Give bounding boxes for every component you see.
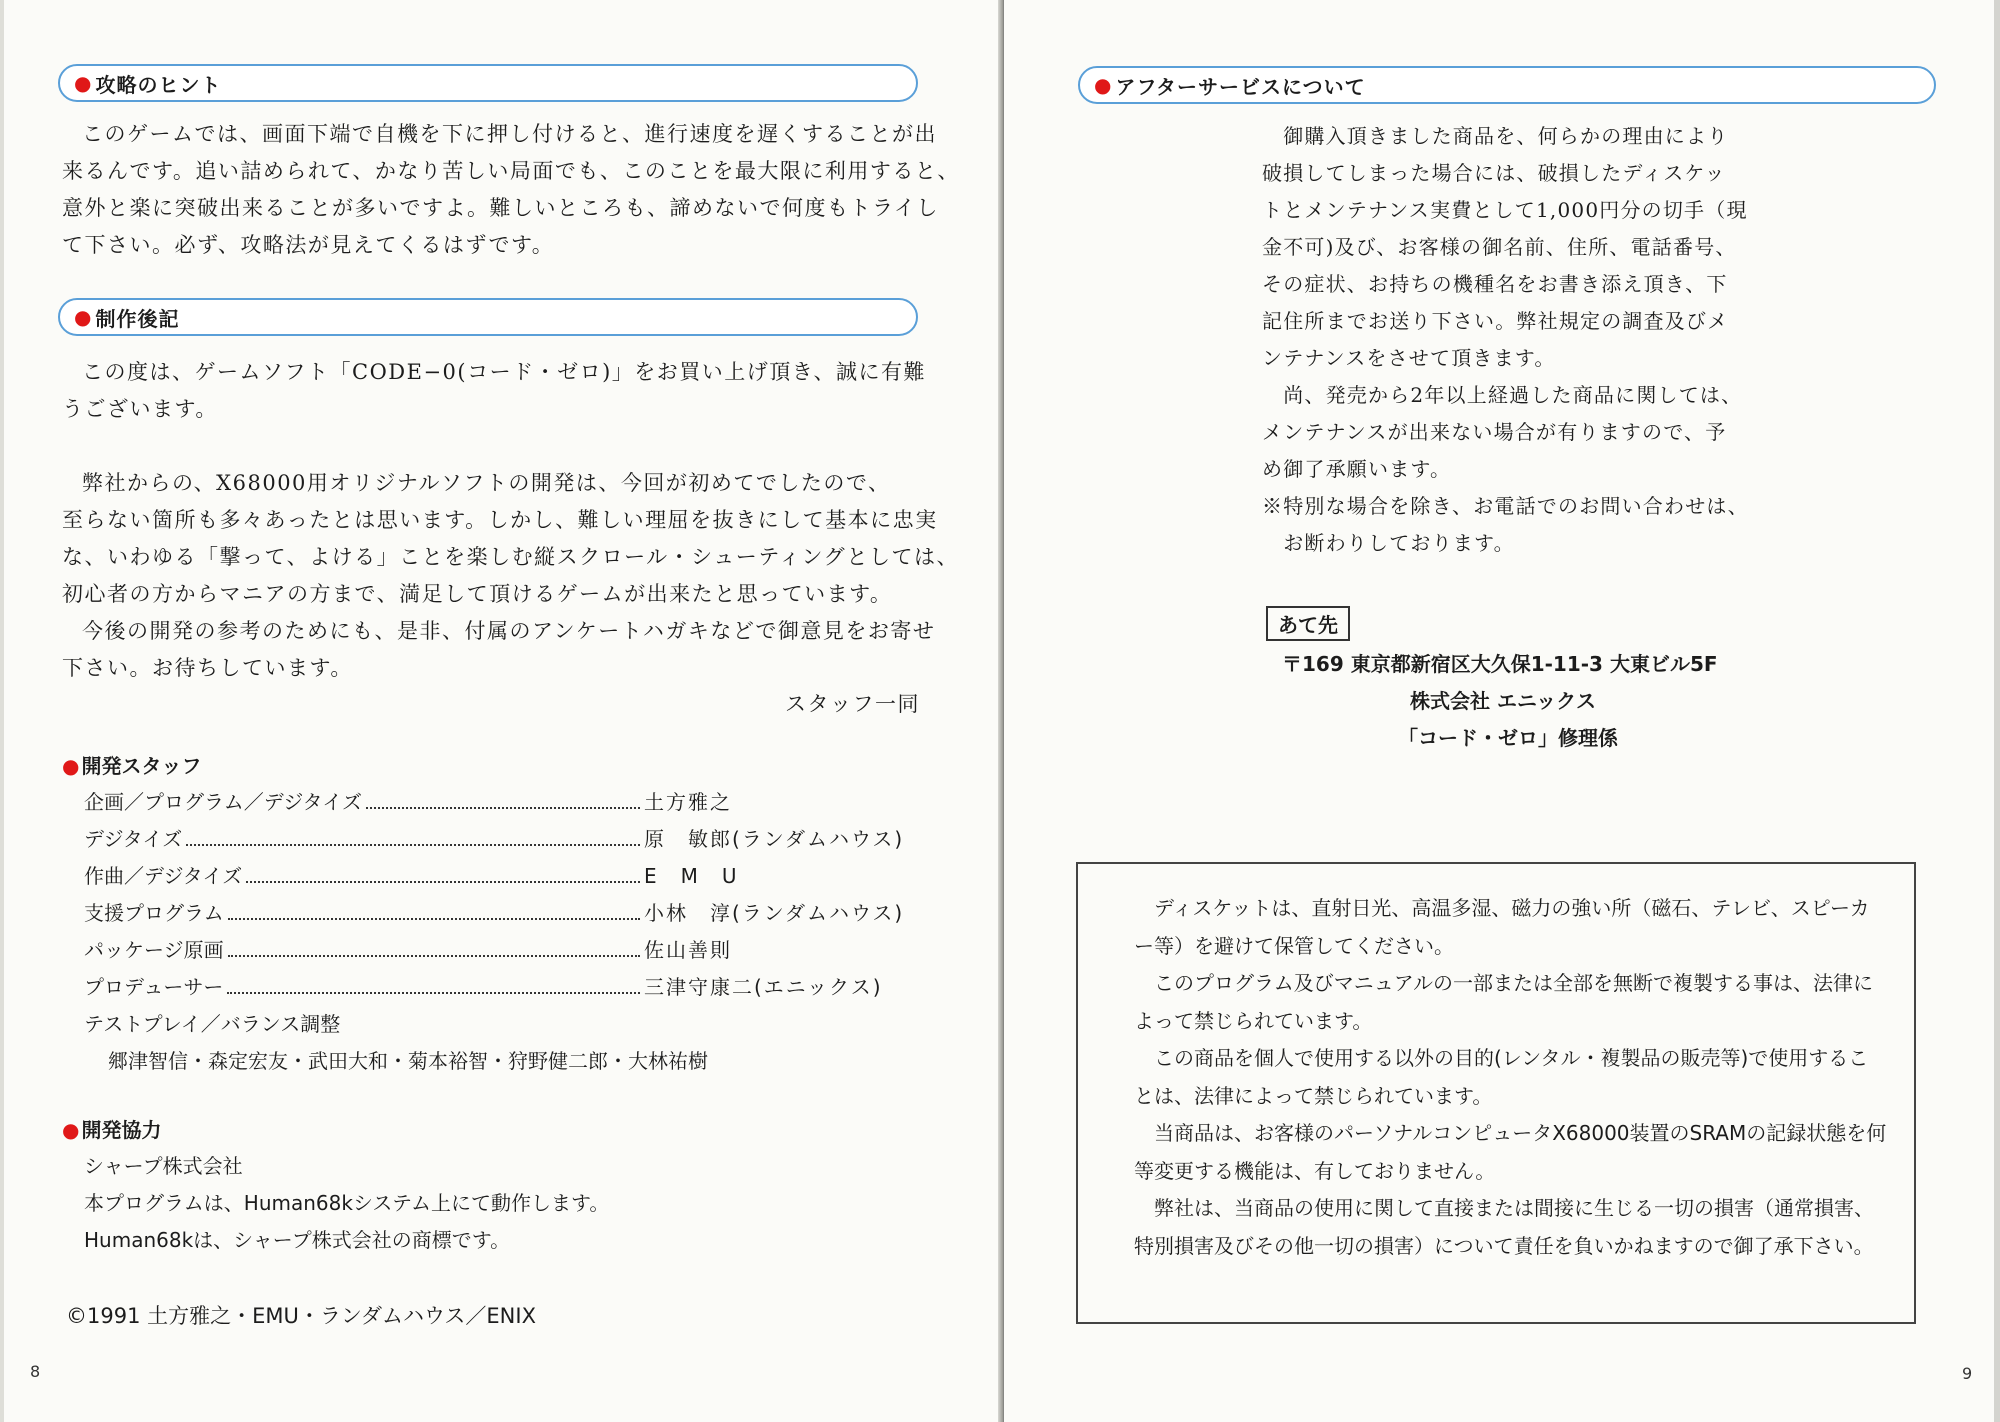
leader-dots xyxy=(228,917,640,920)
staff-role: デジタイズ xyxy=(84,827,183,851)
staff-row xyxy=(84,1045,924,1082)
bullet-icon: ● xyxy=(62,754,80,778)
staff-header-text: 開発スタッフ xyxy=(81,754,202,778)
bullet-icon: ● xyxy=(62,1118,80,1142)
signature: スタッフ一同 xyxy=(785,692,920,716)
notice-paragraph: この商品を個人で使用する以外の目的(レンタル・複製品の販売等)で使用することは、法律によって禁じられています。 xyxy=(1134,1046,1869,1108)
test-role: テストプレイ／バランス調整 xyxy=(84,1012,341,1036)
service-body xyxy=(1262,118,1782,562)
service-line: その症状、お持ちの機種名をお書き添え頂き、下 xyxy=(1262,272,1728,296)
afterword-line: 至らない箇所も多々あったとは思います。しかし、難しい理屈を抜きにして基本に忠実 xyxy=(62,508,938,532)
staff-row xyxy=(84,823,924,860)
staff-row xyxy=(84,934,924,971)
notice-paragraph: 当商品は、お客様のパーソナルコンピュータX68000装置のSRAMの記録状態を何等変更する機能は、有しておりません。 xyxy=(1134,1121,1887,1183)
leader-dots xyxy=(228,954,640,957)
leader-dots xyxy=(186,843,640,846)
service-line: 記住所までお送り下さい。弊社規定の調査及びメ xyxy=(1262,309,1729,333)
page-edge xyxy=(0,0,4,1422)
leader-dots xyxy=(246,880,640,883)
service-line: ※特別な場合を除き、お電話でのお問い合わせは、 xyxy=(1262,494,1749,518)
service-header-text: アフターサービスについて xyxy=(1115,74,1366,99)
service-line: め御了承願います。 xyxy=(1262,457,1452,481)
staff-name: 三津守康二(エニックス) xyxy=(644,975,883,999)
hint-header-text: 攻略のヒント xyxy=(95,72,222,97)
staff-role: パッケージ原画 xyxy=(84,938,224,962)
staff-name: 原 敏郎(ランダムハウス) xyxy=(644,827,905,851)
copyright: ©1991 土方雅之・EMU・ランダムハウス／ENIX xyxy=(66,1304,536,1328)
hint-line: このゲームでは、画面下端で自機を下に押し付けると、進行速度を遅くすることが出 xyxy=(82,122,937,146)
afterword-body xyxy=(62,465,962,687)
address-line: 株式会社 エニックス xyxy=(1410,689,1596,713)
service-line: 御購入頂きました商品を、何らかの理由により xyxy=(1262,124,1729,148)
coop-line: 本プログラムは、Human68kシステム上にて動作します。 xyxy=(84,1191,610,1215)
staff-row xyxy=(84,971,924,1008)
afterword-line: 初心者の方からマニアの方まで、満足して頂けるゲームが出来たと思っています。 xyxy=(62,582,893,606)
staff-name: 小林 淳(ランダムハウス) xyxy=(644,901,905,925)
afterword-line: この度は、ゲームソフト「CODE−0(コード・ゼロ)」をお買い上げ頂き、誠に有難 xyxy=(82,360,926,384)
leader-dots xyxy=(366,806,640,809)
notice-paragraph: ディスケットは、直射日光、高温多湿、磁力の強い所（磁石、テレビ、スピーカー等）を避けて保管してください。 xyxy=(1134,896,1870,958)
staff-row xyxy=(84,1008,924,1045)
hint-line: て下さい。必ず、攻略法が見えてくるはずです。 xyxy=(62,233,555,257)
staff-list xyxy=(84,786,924,1082)
afterword-line: うございます。 xyxy=(62,397,218,421)
notice-paragraph: 弊社は、当商品の使用に関して直接または間接に生じる一切の損害（通常損害、特別損害及びその他一切の損害）について責任を負いかねますので御了承下さい。 xyxy=(1134,1196,1874,1258)
hint-body xyxy=(62,116,962,264)
bullet-icon: ● xyxy=(74,71,92,95)
bullet-icon: ● xyxy=(1094,73,1112,97)
hint-header xyxy=(58,64,918,102)
staff-role: 支援プログラム xyxy=(84,901,224,925)
staff-row xyxy=(84,786,924,823)
service-line: 尚、発売から2年以上経過した商品に関しては、 xyxy=(1262,383,1743,407)
staff-role: 企画／プログラム／デジタイズ xyxy=(84,790,362,814)
coop-line: Human68kは、シャープ株式会社の商標です。 xyxy=(84,1228,511,1252)
bullet-icon: ● xyxy=(74,305,92,329)
service-line: ンテナンスをさせて頂きます。 xyxy=(1262,346,1556,370)
service-header xyxy=(1078,66,1936,104)
coop-header-text: 開発協力 xyxy=(81,1118,162,1142)
page-number: 9 xyxy=(1962,1364,1973,1383)
coop-header xyxy=(62,1114,161,1143)
afterword-line: 今後の開発の参考のためにも、是非、付属のアンケートハガキなどで御意見をお寄せ xyxy=(82,619,936,643)
leader-dots xyxy=(227,991,640,994)
staff-role: 作曲／デジタイズ xyxy=(84,864,243,888)
coop-line: シャープ株式会社 xyxy=(84,1154,243,1178)
staff-row xyxy=(84,897,924,934)
service-line: 金不可)及び、お客様の御名前、住所、電話番号、 xyxy=(1262,235,1737,259)
afterword-line: 弊社からの、X68000用オリジナルソフトの開発は、今回が初めてでしたので、 xyxy=(82,471,891,495)
staff-name: 佐山善則 xyxy=(644,938,732,962)
address-line: 「コード・ゼロ」修理係 xyxy=(1398,726,1618,750)
page-number: 8 xyxy=(30,1362,41,1381)
service-line: トとメンテナンス実費として1,000円分の切手（現 xyxy=(1262,198,1748,222)
address-label: あて先 xyxy=(1266,606,1350,641)
service-line: 破損してしまった場合には、破損したディスケッ xyxy=(1262,161,1726,185)
page-edge xyxy=(1994,0,2000,1422)
coop-body xyxy=(84,1148,609,1259)
afterword-header-text: 制作後記 xyxy=(95,306,180,331)
test-members: 郷津智信・森定宏友・武田大和・菊本裕智・狩野健二郎・大林祐樹 xyxy=(108,1049,708,1073)
hint-line: 意外と楽に突破出来ることが多いですよ。難しいところも、諦めないで何度もトライし xyxy=(62,196,939,220)
notice-paragraph: このプログラム及びマニュアルの一部または全部を無断で複製する事は、法律によって禁じられています。 xyxy=(1134,971,1873,1033)
afterword-line: な、いわゆる「撃って、よける」ことを楽しむ縦スクロール・シューティングとしては、 xyxy=(62,545,960,569)
service-line: お断わりしております。 xyxy=(1262,531,1515,555)
afterword-intro xyxy=(62,354,962,428)
service-line: メンテナンスが出来ない場合が有りますので、予 xyxy=(1262,420,1727,444)
address-line: 〒169 東京都新宿区大久保1-11-3 大東ビル5F xyxy=(1282,652,1718,676)
afterword-header xyxy=(58,298,918,336)
staff-header xyxy=(62,750,201,779)
afterword-line: 下さい。お待ちしています。 xyxy=(62,656,353,680)
staff-name: E M U xyxy=(644,864,739,888)
notice-box xyxy=(1076,862,1916,1324)
staff-row xyxy=(84,860,924,897)
staff-name: 土方雅之 xyxy=(644,790,732,814)
staff-role: プロデューサー xyxy=(84,975,224,999)
hint-line: 来るんです。追い詰められて、かなり苦しい局面でも、このことを最大限に利用すると、 xyxy=(62,159,960,183)
